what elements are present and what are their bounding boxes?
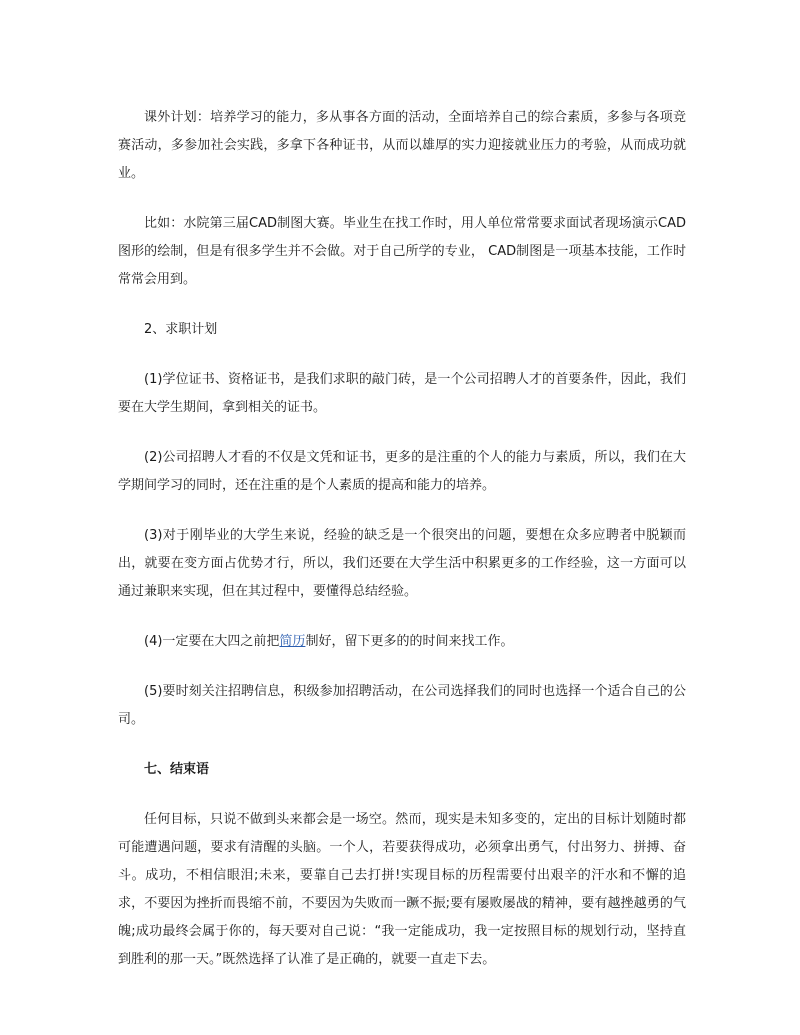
- resume-link[interactable]: 简历: [279, 634, 306, 649]
- resume-text-after: 制好，留下更多的的时间来找工作。: [305, 634, 514, 649]
- section-title-conclusion: 七、结束语: [144, 762, 210, 777]
- resume-text-before: (4)一定要在大四之前把: [144, 634, 280, 649]
- paragraph-cad-example: 比如：水院第三届CAD制图大赛。毕业生在找工作时，用人单位常常要求面试者现场演示CAD图形的绘制，但是有很多学生并不会做。对于自己所学的专业， CAD制图是一项基本技能，工作时常常会用到。: [118, 216, 686, 287]
- paragraph-conclusion: 任何目标，只说不做到头来都会是一场空。然而，现实是未知多变的，定出的目标计划随时都可能遭遇问题，要求有清醒的头脑。一个人，若要获得成功，必须拿出勇气，付出努力、拼搏、奋斗。成功，不相信眼泪;未来，要靠自己去打拼!实现目标的历程需要付出艰辛的汗水和不懈的追求，不要因为挫折而畏缩不前，不要因为失败而一蹶不振;要有屡败屡战的精神，要有越挫越勇的气魄;成功最终会属于你的，每天要对自己说：“我一定能成功，我一定按照目标的规划行动，坚持直到胜利的那一天。”既然选择了认准了是正确的，就要一直走下去。: [118, 812, 686, 967]
- section-title-job-plan: 2、求职计划: [144, 322, 218, 337]
- list-item-resume: [118, 628, 686, 656]
- list-item-certificates: (1)学位证书、资格证书，是我们求职的敲门砖，是一个公司招聘人才的首要条件，因此，我们要在大学生期间，拿到相关的证书。: [118, 372, 686, 415]
- list-item-recruitment-info: (5)要时刻关注招聘信息，积级参加招聘活动，在公司选择我们的同时也选择一个适合自己的公司。: [118, 684, 686, 727]
- paragraph-extracurricular-plan: 课外计划：培养学习的能力，多从事各方面的活动，全面培养自己的综合素质，多参与各项竞赛活动，多参加社会实践，多拿下各种证书，从而以雄厚的实力迎接就业压力的考验，从而成功就业。: [118, 110, 686, 181]
- list-item-experience: (3)对于刚毕业的大学生来说，经验的缺乏是一个很突出的问题，要想在众多应聘者中脱颖而出，就要在变方面占优势才行，所以，我们还要在大学生活中积累更多的工作经验，这一方面可以通过兼职来实现，但在其过程中，要懂得总结经验。: [118, 528, 686, 599]
- document-body: [118, 104, 686, 996]
- list-item-abilities: (2)公司招聘人才看的不仅是文凭和证书，更多的是注重的个人的能力与素质，所以，我们在大学期间学习的同时，还在注重的是个人素质的提高和能力的培养。: [118, 450, 686, 493]
